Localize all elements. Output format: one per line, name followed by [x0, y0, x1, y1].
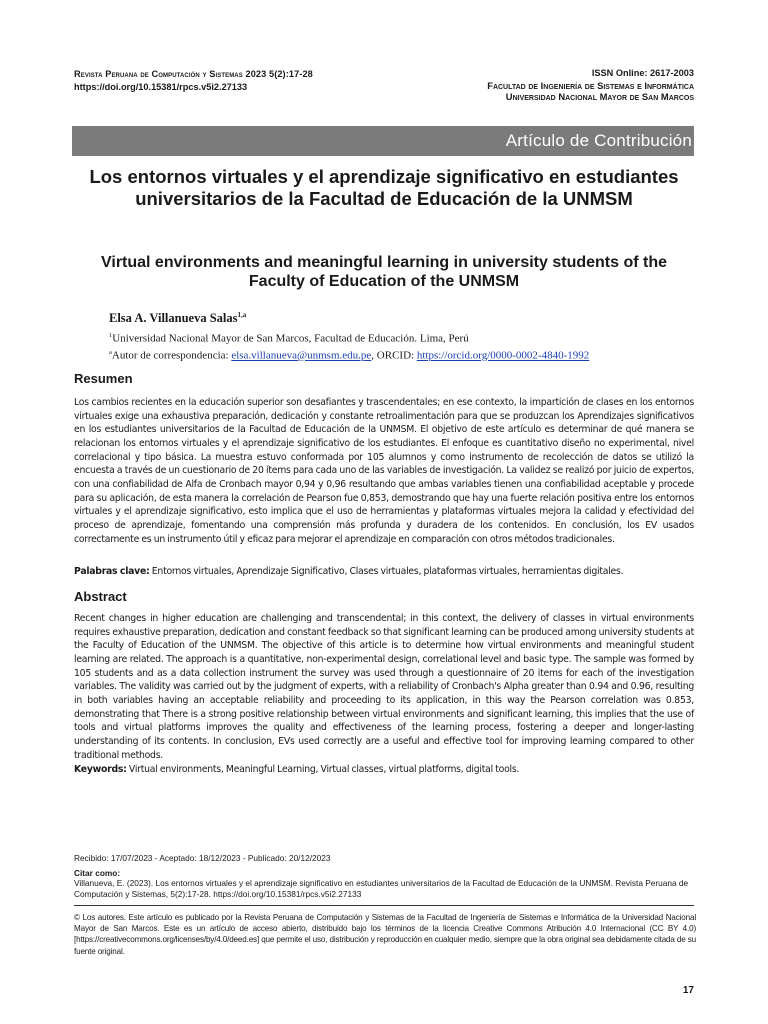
keywords-text: Virtual environments, Meaningful Learning, Virtual classes, virtual platforms, digital tools.	[126, 764, 520, 775]
cite-heading: Citar como:	[74, 868, 121, 878]
publication-dates: Recibido: 17/07/2023 - Aceptado: 18/12/2023 - Publicado: 20/12/2023	[74, 853, 331, 863]
journal-citation: Revista Peruana de Computación y Sistemas 2023 5(2):17-28	[74, 69, 313, 79]
running-header-left	[74, 68, 313, 94]
abstract-paragraph: Recent changes in higher education are challenging and transcendental; in this context, the delivery of classes in virtual environments requires exhaustive preparation, dedication and constant feedback so that significant learning can be produced among university students at the Faculty of Education of the UNMSM. The objective of this article is to determine how virtual environments and meaningful student learning are related. The approach is a quantitative, non-experimental design, correlational level and basic type. The sample was formed by 105 students and as a data collection instrument the survey was used through a questionnaire of 20 items for each of the investigation variables. The validity was carried out by the judgment of experts, with a reliability of Cronbach's Alpha greater than 0.94 and 0.96, resulting in both variables having an acceptable reliability and proceeding to its application, in this way the Pearson correlation was 0.853, demonstrating that There is a strong positive relationship between virtual environments and significant learning, this implies that the use of tools and virtual platforms improves the quality and effectiveness of the learning process, fostering a deeper and longer-lasting understanding of its contents. In conclusion, EVs used correctly are a useful and effective tool for improving learning compared to other traditional methods.	[74, 613, 694, 761]
correspondence-prefix: Autor de correspondencia:	[111, 349, 232, 362]
title-spanish: Los entornos virtuales y el aprendizaje significativo en estudiantes universitarios de la Facultad de Educación de la UNMSM	[89, 166, 679, 209]
affiliation-2	[109, 346, 589, 363]
palabras-clave-label: Palabras clave:	[74, 566, 150, 577]
faculty-name: Facultad de Ingeniería de Sistemas e Informática	[487, 79, 694, 91]
keywords-label: Keywords:	[74, 764, 127, 775]
university-name: Universidad Nacional Mayor de San Marcos	[505, 91, 694, 102]
abstract-heading: Abstract	[74, 589, 127, 604]
article-type-label: Artículo de Contribución	[505, 131, 692, 150]
keywords	[74, 763, 694, 777]
affiliation-1	[109, 329, 469, 346]
resumen-heading: Resumen	[74, 371, 133, 386]
palabras-clave-text: Entornos virtuales, Aprendizaje Significativo, Clases virtuales, plataformas virtuales, herramientas digitales.	[149, 566, 624, 577]
author-name: Elsa A. Villanueva Salas	[109, 311, 238, 326]
author-email-link[interactable]: elsa.villanueva@unmsm.edu.pe	[231, 349, 372, 362]
cite-text: Villanueva, E. (2023). Los entornos virtuales y el aprendizaje significativo en estudiantes universitarios de la Facultad de Educación de la UNMSM. Revista Peruana de Computación y Sistemas, 5(2):17-28. https://doi.org/10.15381/rpcs.v5i2.27133	[74, 878, 689, 899]
doi-link[interactable]: https://doi.org/10.15381/rpcs.v5i2.27133	[74, 82, 248, 92]
license-notice: © Los autores. Este artículo es publicado por la Revista Peruana de Computación y Sistemas de la Facultad de Ingeniería de Sistemas e Informática de la Universidad Nacional Mayor de San Marcos. Este es un artículo de acceso abierto, distribuido bajo los términos de la licencia Creative Commons Atribución 4.0 Internacional (CC BY 4.0) [https://creativecommons.org/licenses/by/4.0/deed.es] que permite el uso, distribución y reproducción en cualquier medio, siempre que la obra original sea debidamente citada de su fuente original.	[74, 913, 696, 956]
issn: ISSN Online: 2617-2003	[591, 68, 694, 78]
page-number: 17	[682, 985, 694, 996]
footer-divider	[74, 905, 694, 906]
orcid-link[interactable]: https://orcid.org/0000-0002-4840-1992	[416, 349, 590, 362]
author-line	[109, 311, 246, 326]
affil-1-marker: 1	[109, 332, 113, 339]
resumen-paragraph: Los cambios recientes en la educación superior son desafiantes y trascendentales; en ese contexto, la impartición de clases en los entornos virtuales exige una exhaustiva preparación, dedicación y constante retroalimentación para que se produzcan los Aprendizajes significativos en los estudiantes universitarios de la Facultad de Educación de la UNMSM. El objetivo de este artículo es determinar de qué manera se relacionan los entornos virtuales y el aprendizaje significativo de los estudiantes. El enfoque es cuantitativo diseño no experimental, nivel correlacional y tipo básica. La muestra estuvo conformada por 105 alumnos y como instrumento de recolección de datos se utilizó la encuesta a través de un cuestionario de 20 ítems para cada uno de las variables de investigación. La validez se realizó por juicio de expertos, con una confiabilidad de Alfa de Cronbach mayor 0,94 y 0,96 resultando que ambas variables tienen una confiabilidad aceptable y procede para su aplicación, de esta manera la correlación de Pearson fue 0,853, demostrando que hay una fuerte relación positiva entre los entornos virtuales y el aprendizaje significativo, esto implica que el uso de herramientas y plataformas virtuales mejora la calidad y efectividad del proceso de aprendizaje, fomentando una comprensión más profunda y duradera de los contenidos. En conclusión, los EV usados correctamente es un instrumento útil y eficaz para mejorar el aprendizaje en comparación con otros métodos tradicionales.	[74, 397, 694, 545]
affil-2-marker: a	[109, 349, 112, 356]
palabras-clave	[74, 565, 694, 579]
title-english: Virtual environments and meaningful learning in university students of the Faculty of Education of the UNMSM	[100, 254, 667, 290]
running-header-right	[487, 68, 694, 103]
article-type-banner	[72, 126, 694, 156]
affil-1-text: Universidad Nacional Mayor de San Marcos, Facultad de Educación. Lima, Perú	[112, 332, 469, 345]
orcid-prefix: , ORCID:	[371, 349, 417, 362]
author-affil-marker: 1,a	[237, 311, 247, 319]
